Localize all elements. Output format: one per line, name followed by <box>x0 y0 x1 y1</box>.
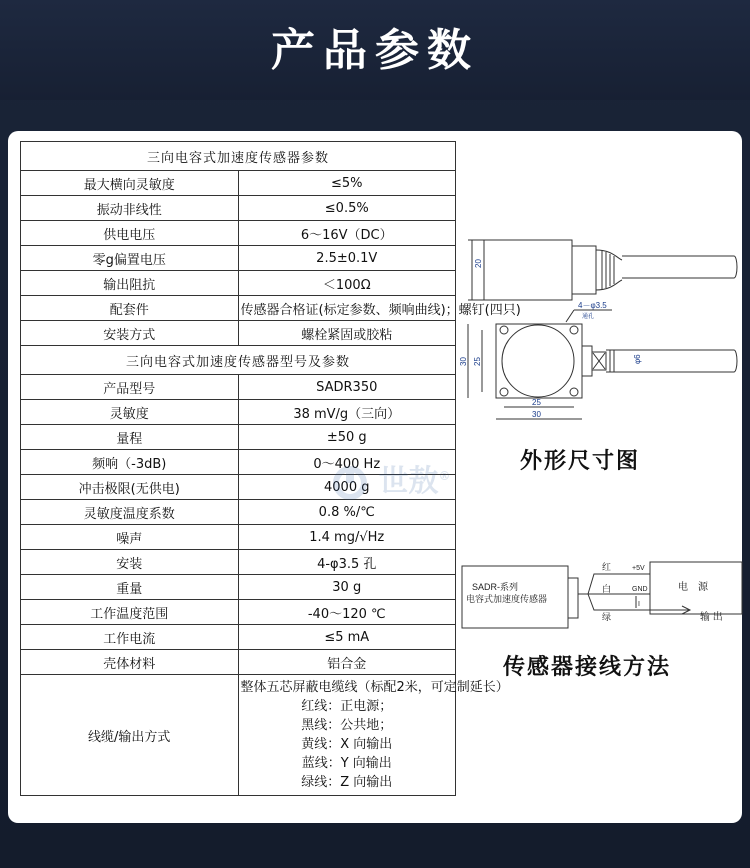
cable-line: 红线：正电源； <box>301 699 393 714</box>
param-value: 4000 g <box>238 475 456 500</box>
param-value: 30 g <box>238 575 456 600</box>
table-row <box>21 196 456 221</box>
param-label: 安装 <box>21 550 239 575</box>
dim-side-inner: 25 <box>473 357 482 366</box>
param-value: 0.8 %/℃ <box>238 500 456 525</box>
table-row <box>21 375 456 400</box>
cable-line: 整体五芯屏蔽电缆线（标配2米，可定制延长） <box>240 680 509 695</box>
param-label: 振动非线性 <box>21 196 239 221</box>
cable-line: 蓝线：Y 向输出 <box>301 756 392 771</box>
section-title: 三向电容式加速度传感器型号及参数 <box>21 346 456 375</box>
current-mark: I <box>638 601 640 608</box>
param-value: ≤5% <box>238 171 456 196</box>
param-label: 零g偏置电压 <box>21 246 239 271</box>
header-banner <box>0 0 750 100</box>
table-row <box>21 171 456 196</box>
page-title: 产品参数 <box>271 25 479 76</box>
table-row <box>21 650 456 675</box>
dimension-drawing <box>459 226 750 426</box>
hole-note-sub: 通孔 <box>582 314 595 320</box>
drawing-caption: 外形尺寸图 <box>520 449 641 474</box>
table-row <box>21 246 456 271</box>
output-label: 输 出 <box>700 612 723 623</box>
cable-row <box>21 675 456 796</box>
dim-bottom-inner: 25 <box>532 398 541 407</box>
param-value: ±50 g <box>238 425 456 450</box>
param-label: 冲击极限(无供电) <box>21 475 239 500</box>
cable-line: 绿线：Z 向输出 <box>301 775 393 790</box>
cable-description <box>238 675 509 796</box>
param-value: ＜100Ω <box>238 271 456 296</box>
param-label: 安装方式 <box>21 321 239 346</box>
param-value: 传感器合格证(标定参数、频响曲线)；螺钉(四只) <box>238 296 456 321</box>
sensor-label-2: 电容式加速度传感器 <box>466 594 548 604</box>
param-value: 螺栓紧固或胶粘 <box>238 321 456 346</box>
param-value: 2.5±0.1V <box>238 246 456 271</box>
gnd-label: GND <box>632 586 648 593</box>
watermark-text: 世敖 <box>378 464 439 499</box>
plus-5v: +5V <box>632 565 645 572</box>
param-label: 灵敏度 <box>21 400 239 425</box>
param-label: 配套件 <box>21 296 239 321</box>
param-label: 重量 <box>21 575 239 600</box>
dim-side-outer: 30 <box>459 357 468 366</box>
section-title: 三向电容式加速度传感器参数 <box>21 142 456 171</box>
table-row <box>21 500 456 525</box>
param-value: 4-φ3.5 孔 <box>238 550 456 575</box>
hole-note: 4－φ3.5 <box>578 301 607 310</box>
param-label: 工作电流 <box>21 625 239 650</box>
param-label: 产品型号 <box>21 375 239 400</box>
wiring-caption: 传感器接线方法 <box>503 655 672 680</box>
logo-icon <box>332 465 368 501</box>
param-value: SADR350 <box>238 375 456 400</box>
param-label: 输出阻抗 <box>21 271 239 296</box>
wiring-diagram <box>460 556 750 636</box>
table-row <box>21 321 456 346</box>
wire-red: 红 <box>602 562 612 572</box>
side-view <box>468 240 737 300</box>
cable-diameter: φ6 <box>633 354 642 364</box>
param-label: 供电电压 <box>21 221 239 246</box>
param-value: 铝合金 <box>238 650 456 675</box>
dim-bottom-outer: 30 <box>532 410 541 419</box>
param-label: 灵敏度温度系数 <box>21 500 239 525</box>
table-row <box>21 221 456 246</box>
param-value: 6～16V（DC） <box>238 221 456 246</box>
param-value: 0～400 Hz <box>238 450 456 475</box>
table-row <box>21 600 456 625</box>
wire-white: 白 <box>602 584 612 594</box>
wire-green: 绿 <box>602 612 612 622</box>
table-row <box>21 425 456 450</box>
param-label: 线缆/输出方式 <box>21 675 239 796</box>
section-header-row <box>21 142 456 171</box>
param-value: ≤5 mA <box>238 625 456 650</box>
power-label: 电 源 <box>678 582 708 593</box>
table-row <box>21 625 456 650</box>
sensor-label-1: SADR-系列 <box>472 582 519 592</box>
param-label: 量程 <box>21 425 239 450</box>
param-label: 壳体材料 <box>21 650 239 675</box>
param-label: 频响（-3dB) <box>21 450 239 475</box>
top-view <box>468 310 737 419</box>
param-label: 最大横向灵敏度 <box>21 171 239 196</box>
param-label: 噪声 <box>21 525 239 550</box>
dim-height: 20 <box>474 259 483 268</box>
cable-line: 黄线：X 向输出 <box>301 737 393 752</box>
param-value: ≤0.5% <box>238 196 456 221</box>
param-label: 工作温度范围 <box>21 600 239 625</box>
param-value: -40～120 ℃ <box>238 600 456 625</box>
registered-mark: ® <box>438 469 451 483</box>
cable-line: 黑线：公共地； <box>301 718 393 733</box>
table-row <box>21 271 456 296</box>
param-value: 38 mV/g（三向） <box>238 400 456 425</box>
param-value: 1.4 mg/√Hz <box>238 525 456 550</box>
watermark <box>332 456 450 501</box>
section-header-row <box>21 346 456 375</box>
table-row <box>21 575 456 600</box>
table-row <box>21 296 456 321</box>
table-row <box>21 525 456 550</box>
table-row <box>21 400 456 425</box>
table-row <box>21 550 456 575</box>
